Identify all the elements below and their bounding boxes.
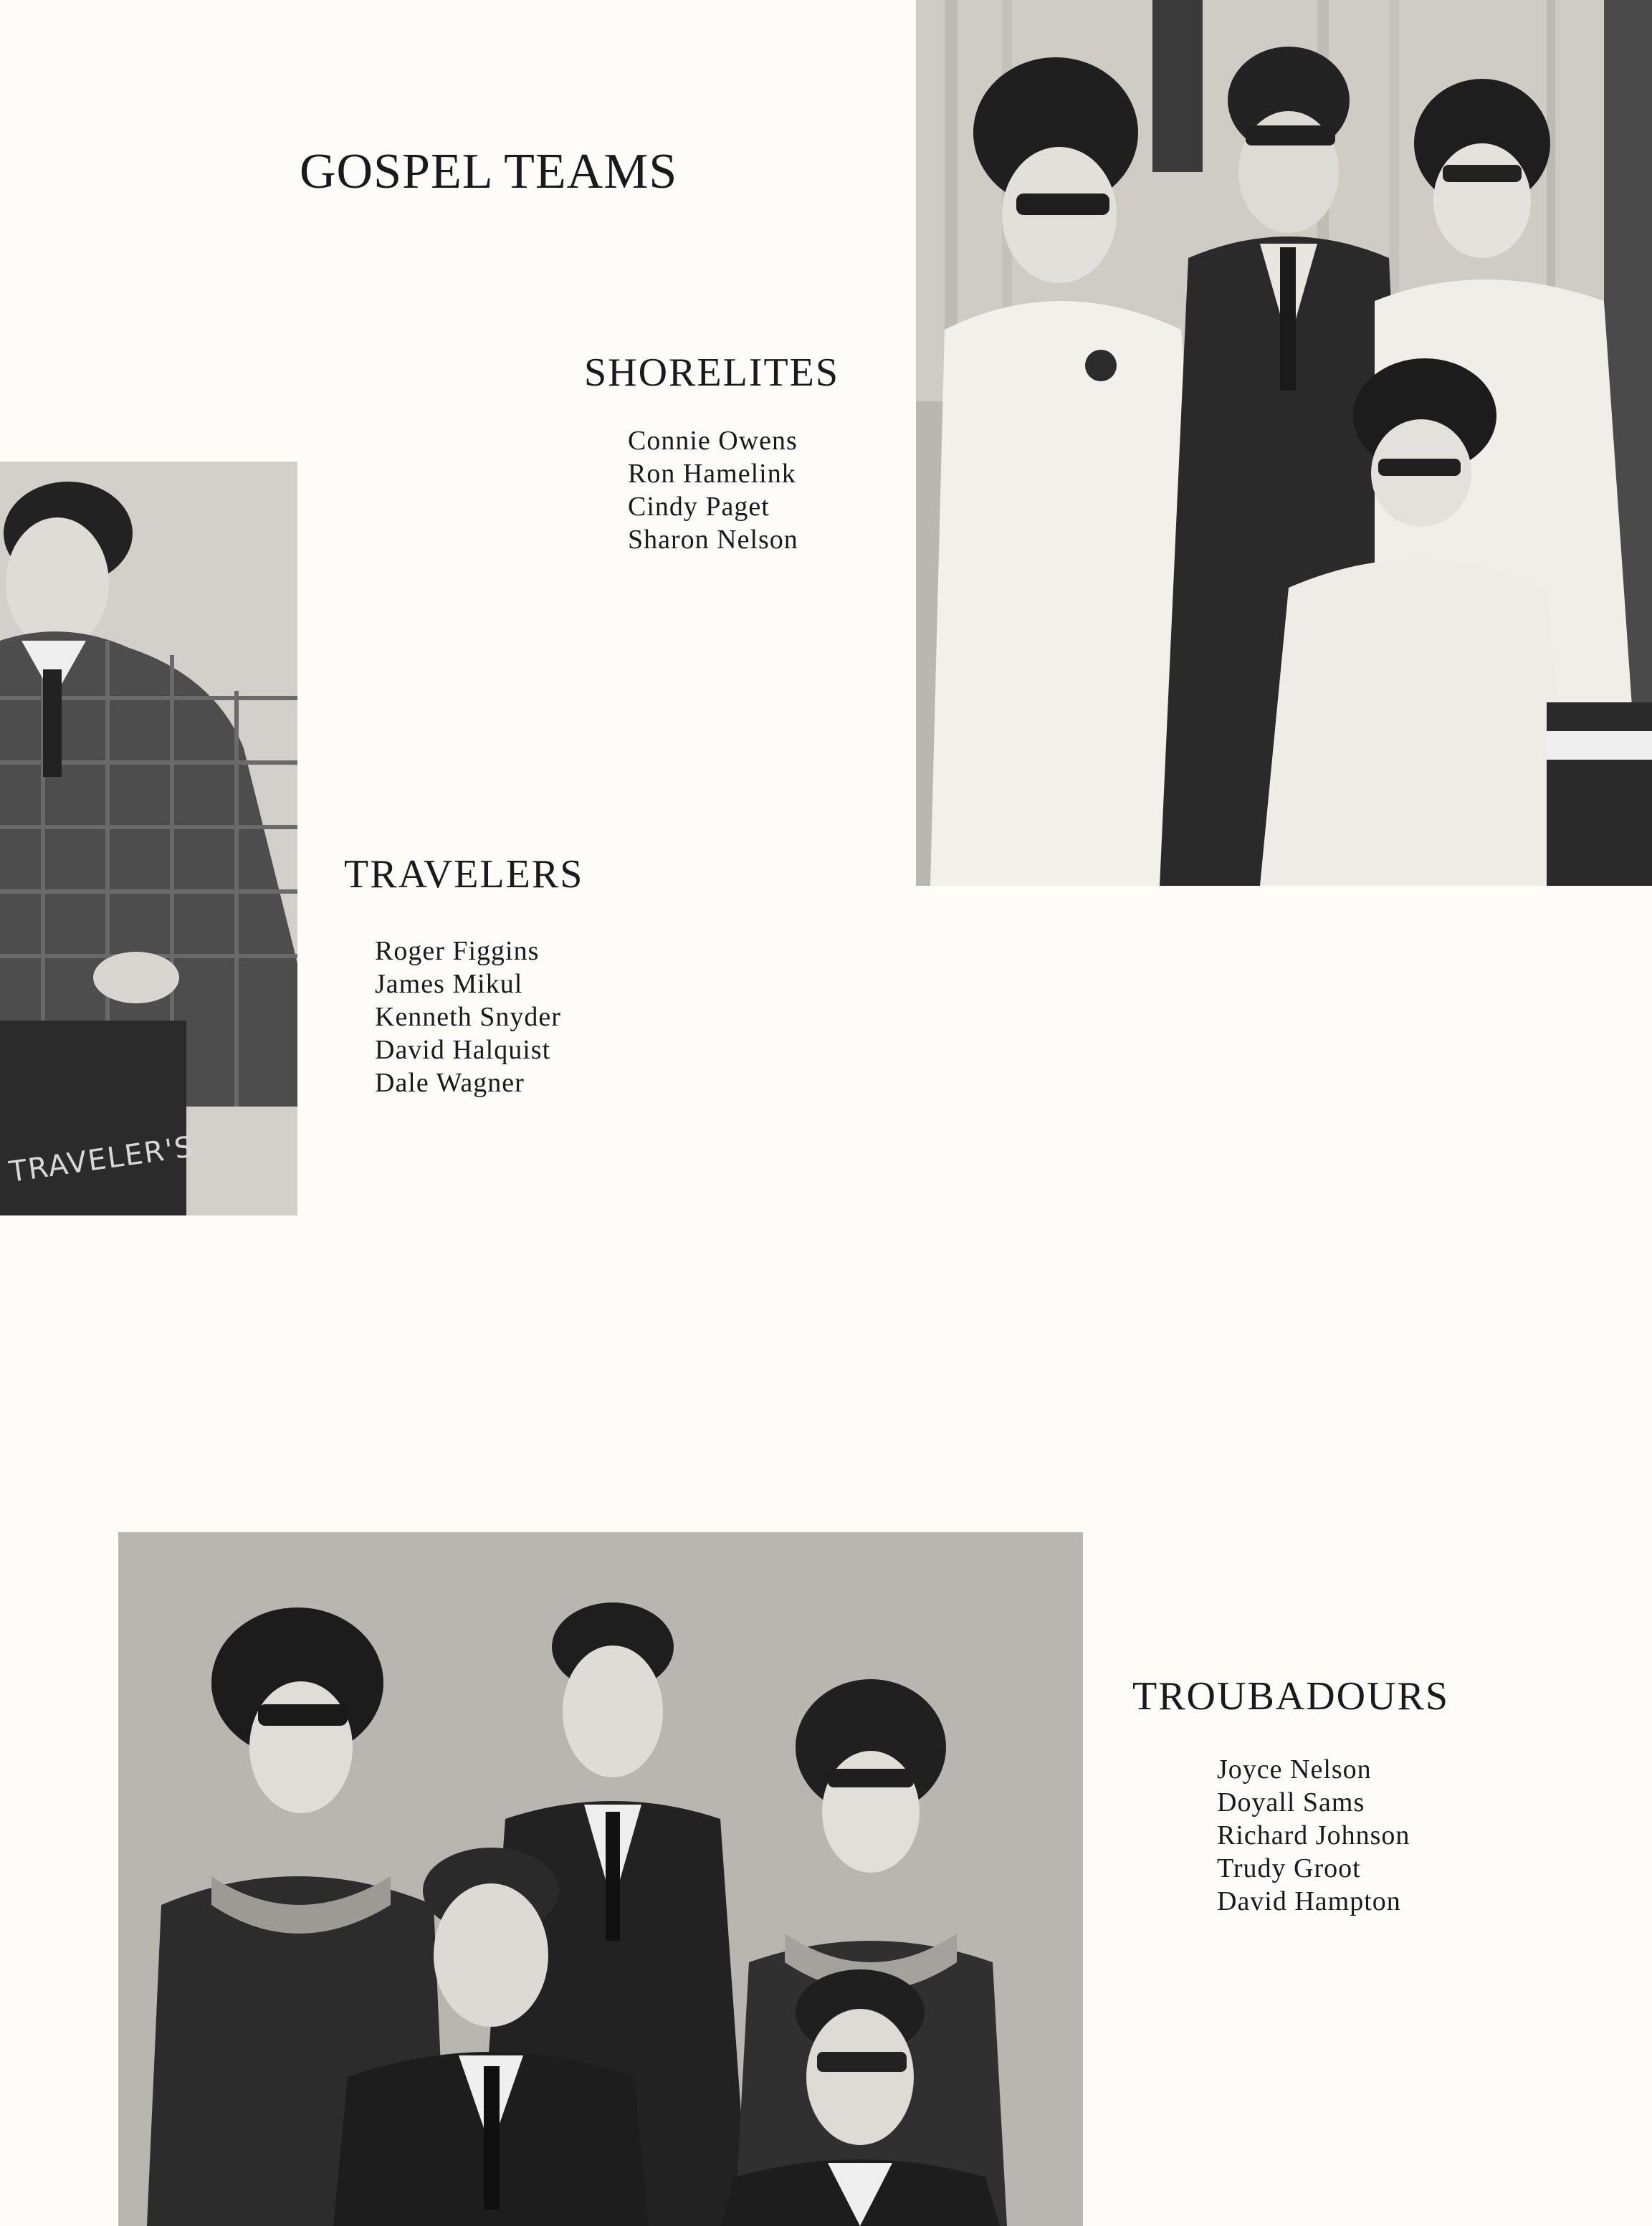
troubadours-heading: TROUBADOURS [1132, 1674, 1450, 1719]
troubadours-member: David Hampton [1217, 1886, 1401, 1916]
shorelites-heading: SHORELITES [584, 350, 839, 395]
travelers-member: Roger Figgins [375, 936, 540, 966]
shorelites-photo [916, 0, 1652, 886]
troubadours-member: Richard Johnson [1217, 1820, 1410, 1850]
travelers-photo-stamp: TRAVELER'S [7, 1130, 196, 1189]
troubadours-member-list [1217, 1753, 1410, 1918]
travelers-member: David Halquist [375, 1035, 551, 1065]
shorelites-member-list [628, 424, 798, 556]
travelers-member-list [375, 935, 561, 1099]
shorelites-member: Ron Hamelink [628, 459, 796, 489]
troubadours-photo [118, 1532, 1083, 2226]
travelers-member: Kenneth Snyder [375, 1002, 561, 1032]
travelers-member: Dale Wagner [375, 1068, 525, 1098]
shorelites-member: Cindy Paget [628, 492, 770, 522]
shorelites-member: Connie Owens [628, 426, 798, 456]
troubadours-member: Trudy Groot [1217, 1853, 1361, 1883]
troubadours-member: Doyall Sams [1217, 1787, 1365, 1817]
travelers-photo [0, 462, 297, 1215]
troubadours-member: Joyce Nelson [1217, 1754, 1372, 1785]
travelers-member: James Mikul [375, 969, 523, 999]
shorelites-member: Sharon Nelson [628, 525, 798, 555]
page-title: GOSPEL TEAMS [300, 144, 678, 199]
travelers-heading: TRAVELERS [344, 852, 584, 897]
